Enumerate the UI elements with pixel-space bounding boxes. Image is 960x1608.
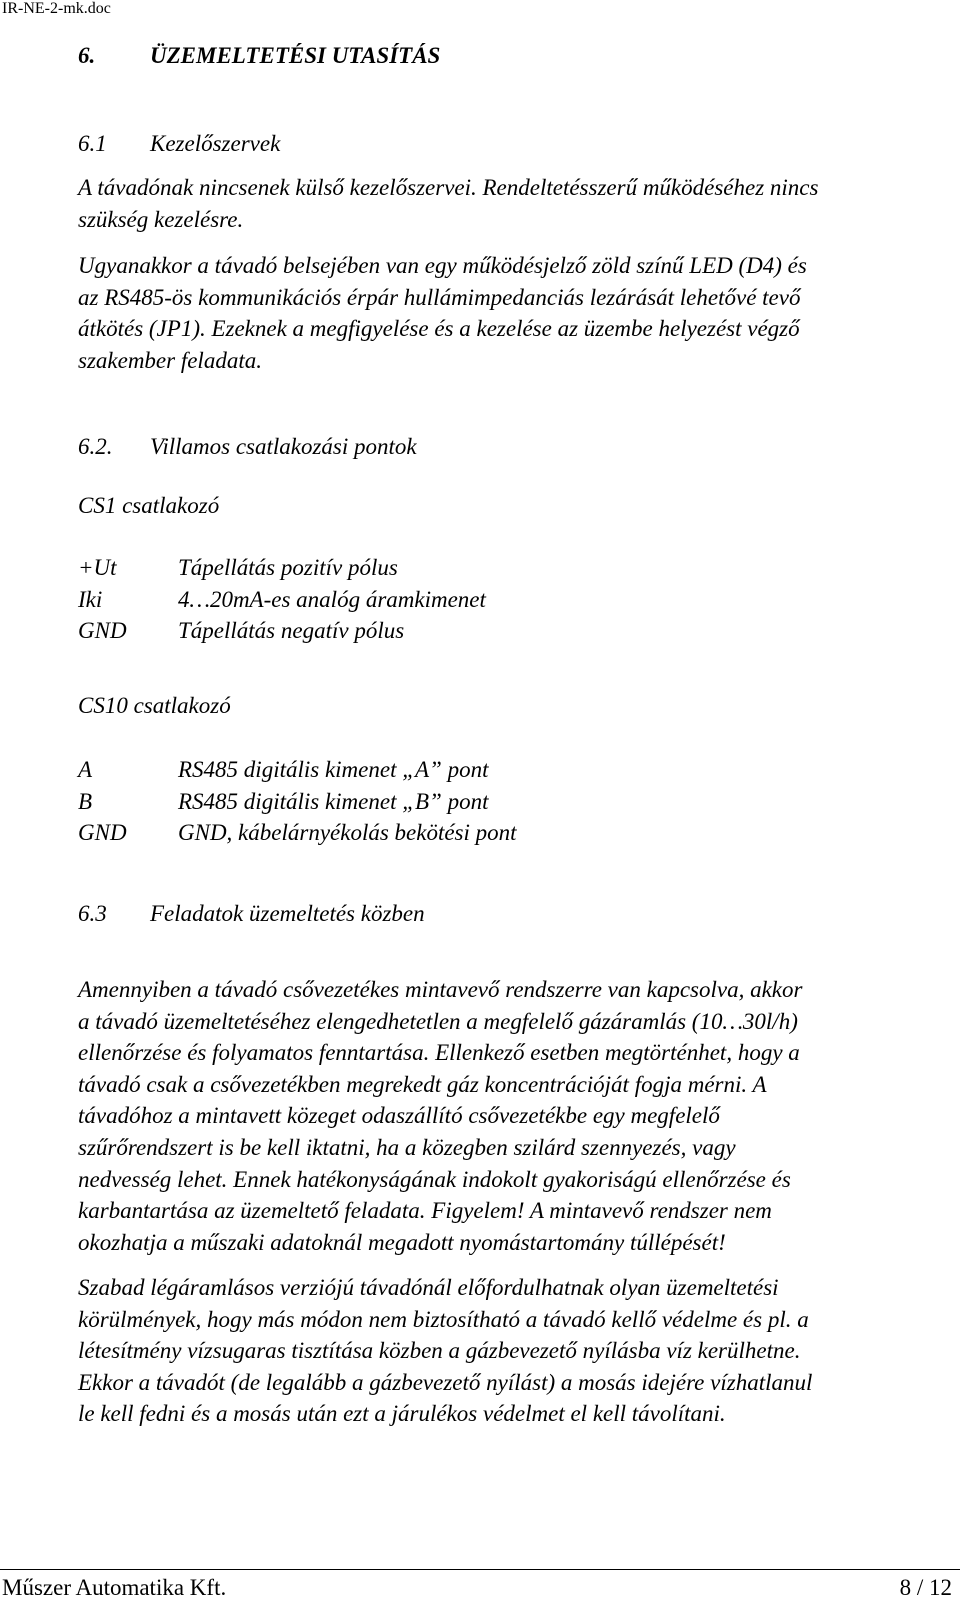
section-6-3-heading <box>78 898 425 929</box>
text-line: a távadó üzemeltetéséhez elengedhetetlen a megfelelő gázáramlás (10…30l/h) <box>78 1008 798 1034</box>
pin-description: RS485 digitális kimenet „B” pont <box>178 788 489 814</box>
pin-row <box>78 754 517 786</box>
text-line: szűrőrendszert is be kell iktatni, ha a közegben szilárd szennyezés, vagy <box>78 1134 736 1160</box>
section-title: Kezelőszervek <box>150 131 281 156</box>
footer-company: Műszer Automatika Kft. <box>2 1575 227 1600</box>
pin-code: GND <box>78 820 127 845</box>
pin-code: B <box>78 788 93 814</box>
text-line: A távadónak nincsenek külső kezelőszervei. Rendeltetésszerű működéséhez nincs <box>78 175 819 200</box>
pin-description: Tápellátás pozitív pólus <box>178 555 398 580</box>
pin-row <box>78 552 486 584</box>
pin-description: Tápellátás negatív pólus <box>178 618 405 643</box>
text-line: karbantartása az üzemeltető feladata. Figyelem! A mintavevő rendszer nem <box>78 1198 772 1224</box>
text-line: körülmények, hogy más módon nem biztosítható a távadó kellő védelme és pl. a <box>78 1306 809 1332</box>
footer-divider <box>0 1569 960 1570</box>
cs10-pin-table <box>78 754 517 849</box>
section-number: 6.2. <box>78 434 113 459</box>
section-6-heading <box>78 40 440 71</box>
section-number: 6.3 <box>78 901 107 926</box>
text-line: távadóhoz a mintavett közeget odaszállító csővezetékbe egy megfelelő <box>78 1103 720 1129</box>
pin-code: A <box>78 757 93 782</box>
controls-paragraph-1 <box>78 172 943 235</box>
section-title: Feladatok üzemeltetés közben <box>150 901 425 926</box>
document-filename: IR-NE-2-mk.doc <box>2 0 111 17</box>
section-number: 6.1 <box>78 131 107 156</box>
footer-page-number: 8 / 12 <box>899 1575 952 1600</box>
section-title: Villamos csatlakozási pontok <box>150 434 417 459</box>
pin-row <box>78 786 517 818</box>
pin-description: 4…20mA-es analóg áramkimenet <box>178 586 486 612</box>
text-line: átkötés (JP1). Ezeknek a megfigyelése és a kezelése az üzembe helyezést végző <box>78 316 800 342</box>
pin-code: Iki <box>78 586 103 612</box>
text-line: létesítmény vízsugaras tisztítása közben a gázbevezető nyílásba víz kerülhetne. <box>78 1338 801 1364</box>
cs10-connector-label: CS10 csatlakozó <box>78 693 231 718</box>
pin-row <box>78 615 486 647</box>
text-line: távadó csak a csővezetékben megrekedt gáz koncentrációját fogja mérni. A <box>78 1071 767 1097</box>
text-line: az RS485-ös kommunikációs érpár hullámimpedanciás lezárását lehetővé tevő <box>78 284 801 310</box>
text-line: le kell fedni és a mosás után ezt a járulékos védelmet el kell távolítani. <box>78 1401 726 1427</box>
section-number: 6. <box>78 43 96 68</box>
pin-description: RS485 digitális kimenet „A” pont <box>178 757 489 782</box>
text-line: Amennyiben a távadó csővezetékes mintavevő rendszerre van kapcsolva, akkor <box>78 977 803 1002</box>
cs1-pin-table <box>78 552 486 647</box>
text-line: nedvesség lehet. Ennek hatékonyságának indokolt gyakoriságú ellenőrzése és <box>78 1166 791 1192</box>
text-line: ellenőrzése és folyamatos fenntartása. Ellenkező esetben megtörténhet, hogy a <box>78 1040 800 1066</box>
operation-paragraph-2 <box>78 1272 943 1430</box>
section-6-2-heading <box>78 431 417 462</box>
text-line: szükség kezelésre. <box>78 206 244 232</box>
controls-paragraph-2 <box>78 250 943 376</box>
text-line: szakember feladata. <box>78 347 262 373</box>
pin-row <box>78 584 486 616</box>
section-6-1-heading <box>78 128 280 159</box>
section-title: ÜZEMELTETÉSI UTASÍTÁS <box>150 43 441 68</box>
pin-row <box>78 817 517 849</box>
pin-code: GND <box>78 618 127 643</box>
cs1-connector-label: CS1 csatlakozó <box>78 493 220 518</box>
text-line: okozhatja a műszaki adatoknál megadott nyomástartomány túllépését! <box>78 1229 726 1255</box>
pin-code: +Ut <box>78 555 117 580</box>
pin-description: GND, kábelárnyékolás bekötési pont <box>178 820 517 845</box>
text-line: Ugyanakkor a távadó belsejében van egy működésjelző zöld színű LED (D4) és <box>78 253 807 278</box>
text-line: Ekkor a távadót (de legalább a gázbevezető nyílást) a mosás idejére vízhatlanul <box>78 1369 813 1395</box>
text-line: Szabad légáramlásos verziójú távadónál előfordulhatnak olyan üzemeltetési <box>78 1275 779 1300</box>
operation-paragraph-1 <box>78 974 943 1258</box>
